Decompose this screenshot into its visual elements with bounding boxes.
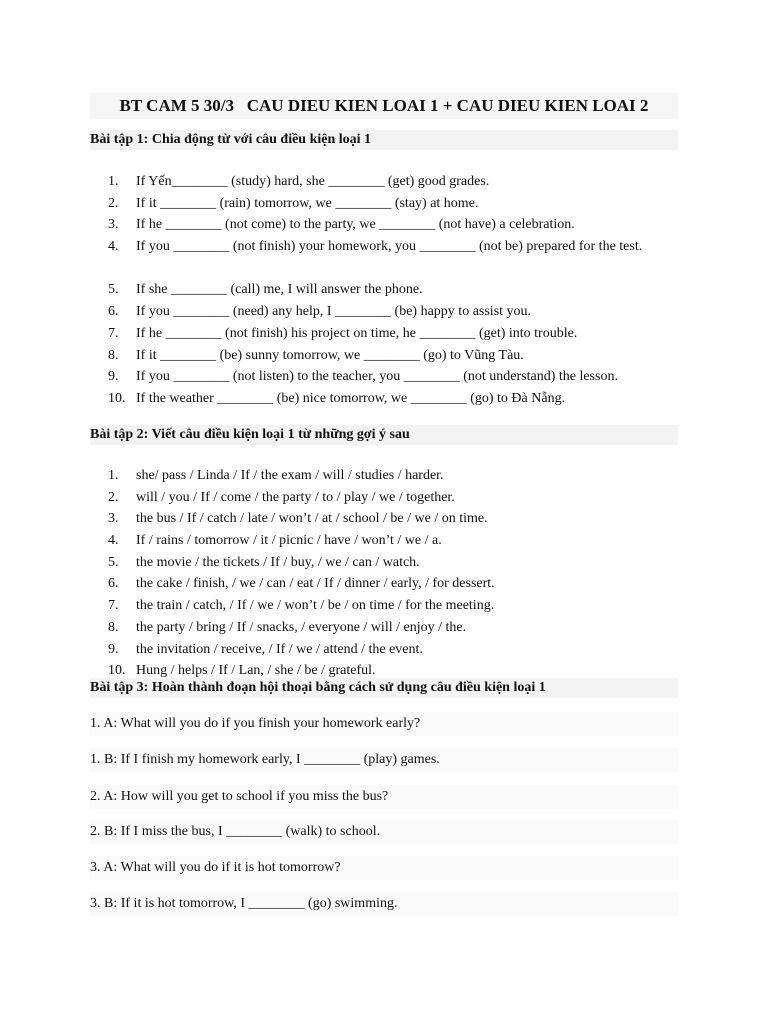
list-item: 1. she/ pass / Linda / If / the exam / will / studies / harder. <box>108 468 444 483</box>
list-item: 2. If it ________ (rain) tomorrow, we ________ (stay) at home. <box>108 195 479 211</box>
list-item: 6. If you ________ (need) any help, I ________ (be) happy to assist you. <box>108 304 532 320</box>
dialogue-line: 3. B: If it is hot tomorrow, I ________ (go) swimming. <box>90 892 678 916</box>
dialogue-line: 2. A: How will you get to school if you miss the bus? <box>90 785 678 809</box>
list-item: 6. the cake / finish, / we / can / eat / If / dinner / early, / for dessert. <box>108 576 495 592</box>
dialogue-line: 1. A: What will you do if you finish your homework early? <box>90 712 678 736</box>
list-item: 4. If you ________ (not finish) your homework, you ________ (not be) prepared for the test. <box>108 239 643 255</box>
list-item: 8. If it ________ (be) sunny tomorrow, we ________ (go) to Vũng Tàu. <box>108 347 524 363</box>
list-item: 2. will / you / If / come / the party / to / play / we / together. <box>108 489 455 505</box>
list-item: 5. the movie / the tickets / If / buy, / we / can / watch. <box>108 554 420 570</box>
list-item: 8. the party / bring / If / snacks, / everyone / will / enjoy / the. <box>108 619 467 635</box>
list-item: 3. the bus / If / catch / late / won’t / at / school / be / we / on time. <box>108 511 488 527</box>
dialogue-line: 1. B: If I finish my homework early, I ________ (play) games. <box>90 748 678 772</box>
exercise2-heading: Bài tập 2: Viết câu điều kiện loại 1 từ những gợi ý sau <box>90 425 678 445</box>
list-item: 9. If you ________ (not listen) to the teacher, you ________ (not understand) the lesson. <box>108 369 618 385</box>
exercise1-list <box>108 171 678 410</box>
list-item: 7. If he ________ (not finish) his project on time, he ________ (get) into trouble. <box>108 325 578 341</box>
list-item: 5. If she ________ (call) me, I will answer the phone. <box>108 282 423 298</box>
exercise3-heading: Bài tập 3: Hoàn thành đoạn hội thoại bằng cách sử dụng câu điều kiện loại 1 <box>90 678 678 698</box>
list-item: 10. If the weather ________ (be) nice tomorrow, we ________ (go) to Đà Nẵng. <box>108 390 566 406</box>
list-item: 4. If / rains / tomorrow / it / picnic / have / won’t / we / a. <box>108 533 442 549</box>
dialogue-line: 2. B: If I miss the bus, I ________ (walk) to school. <box>90 820 678 844</box>
dialogue-line: 3. A: What will you do if it is hot tomorrow? <box>90 856 678 880</box>
list-item: 1. If Yến________ (study) hard, she ________ (get) good grades. <box>108 174 490 189</box>
list-item: 10. Hung / helps / If / Lan, / she / be / grateful. <box>108 663 376 679</box>
exercise1-heading: Bài tập 1: Chia động từ với câu điều kiện loại 1 <box>90 130 678 150</box>
list-item: 3. If he ________ (not come) to the party, we ________ (not have) a celebration. <box>108 217 575 233</box>
document-title: BT CAM 5 30/3 CAU DIEU KIEN LOAI 1 + CAU DIEU KIEN LOAI 2 <box>90 93 678 119</box>
list-item: 7. the train / catch, / If / we / won’t / be / on time / for the meeting. <box>108 598 495 614</box>
exercise2-list <box>108 465 678 682</box>
list-item: 9. the invitation / receive, / If / we / attend / the event. <box>108 641 423 657</box>
